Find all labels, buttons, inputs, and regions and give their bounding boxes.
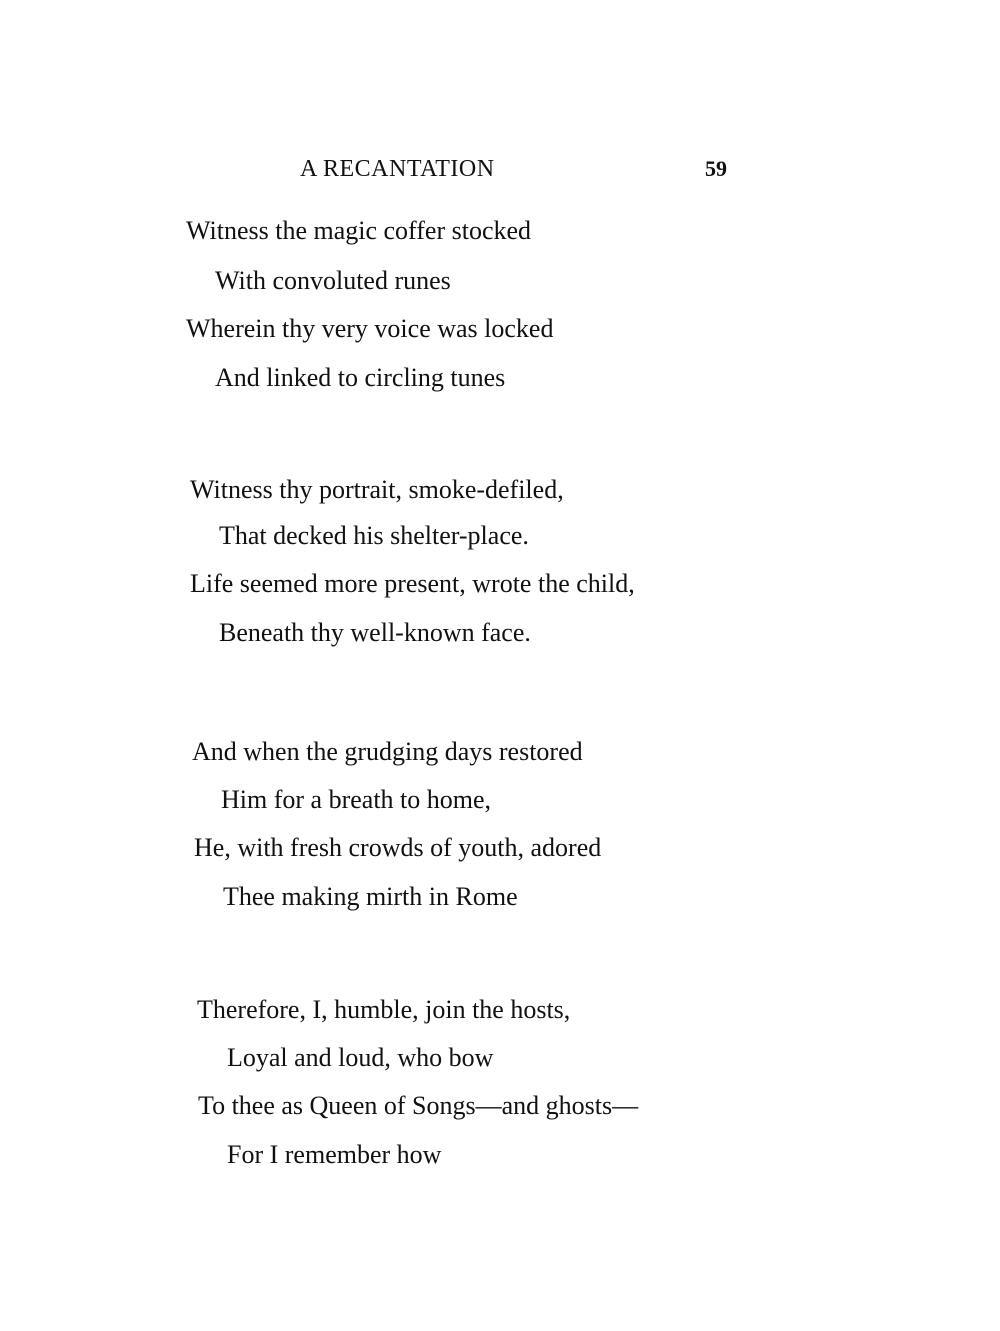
poem-line: For I remember how — [227, 1140, 442, 1169]
poem-line: He, with fresh crowds of youth, adored — [194, 833, 602, 862]
poem-line: Thee making mirth in Rome — [223, 882, 518, 911]
running-title: A RECANTATION — [300, 156, 495, 182]
poem-line: And linked to circling tunes — [215, 363, 506, 392]
poem-line: To thee as Queen of Songs—and ghosts— — [198, 1091, 639, 1120]
poem-line: Witness thy portrait, smoke-defiled, — [190, 475, 564, 504]
poem-line: Witness the magic coffer stocked — [186, 216, 532, 245]
poem-line: Loyal and loud, who bow — [227, 1043, 494, 1072]
poem-line: Beneath thy well-known face. — [219, 618, 531, 647]
poem-line: Him for a breath to home, — [221, 785, 492, 814]
poem-line: That decked his shelter-place. — [219, 521, 529, 550]
poem-line: Therefore, I, humble, join the hosts, — [197, 995, 571, 1024]
poem-line: Life seemed more present, wrote the child, — [190, 569, 635, 598]
poem-line: With convoluted runes — [215, 266, 451, 295]
poem-line: Wherein thy very voice was locked — [186, 314, 554, 343]
poem-line: And when the grudging days restored — [192, 737, 583, 766]
page-number: 59 — [705, 156, 727, 181]
